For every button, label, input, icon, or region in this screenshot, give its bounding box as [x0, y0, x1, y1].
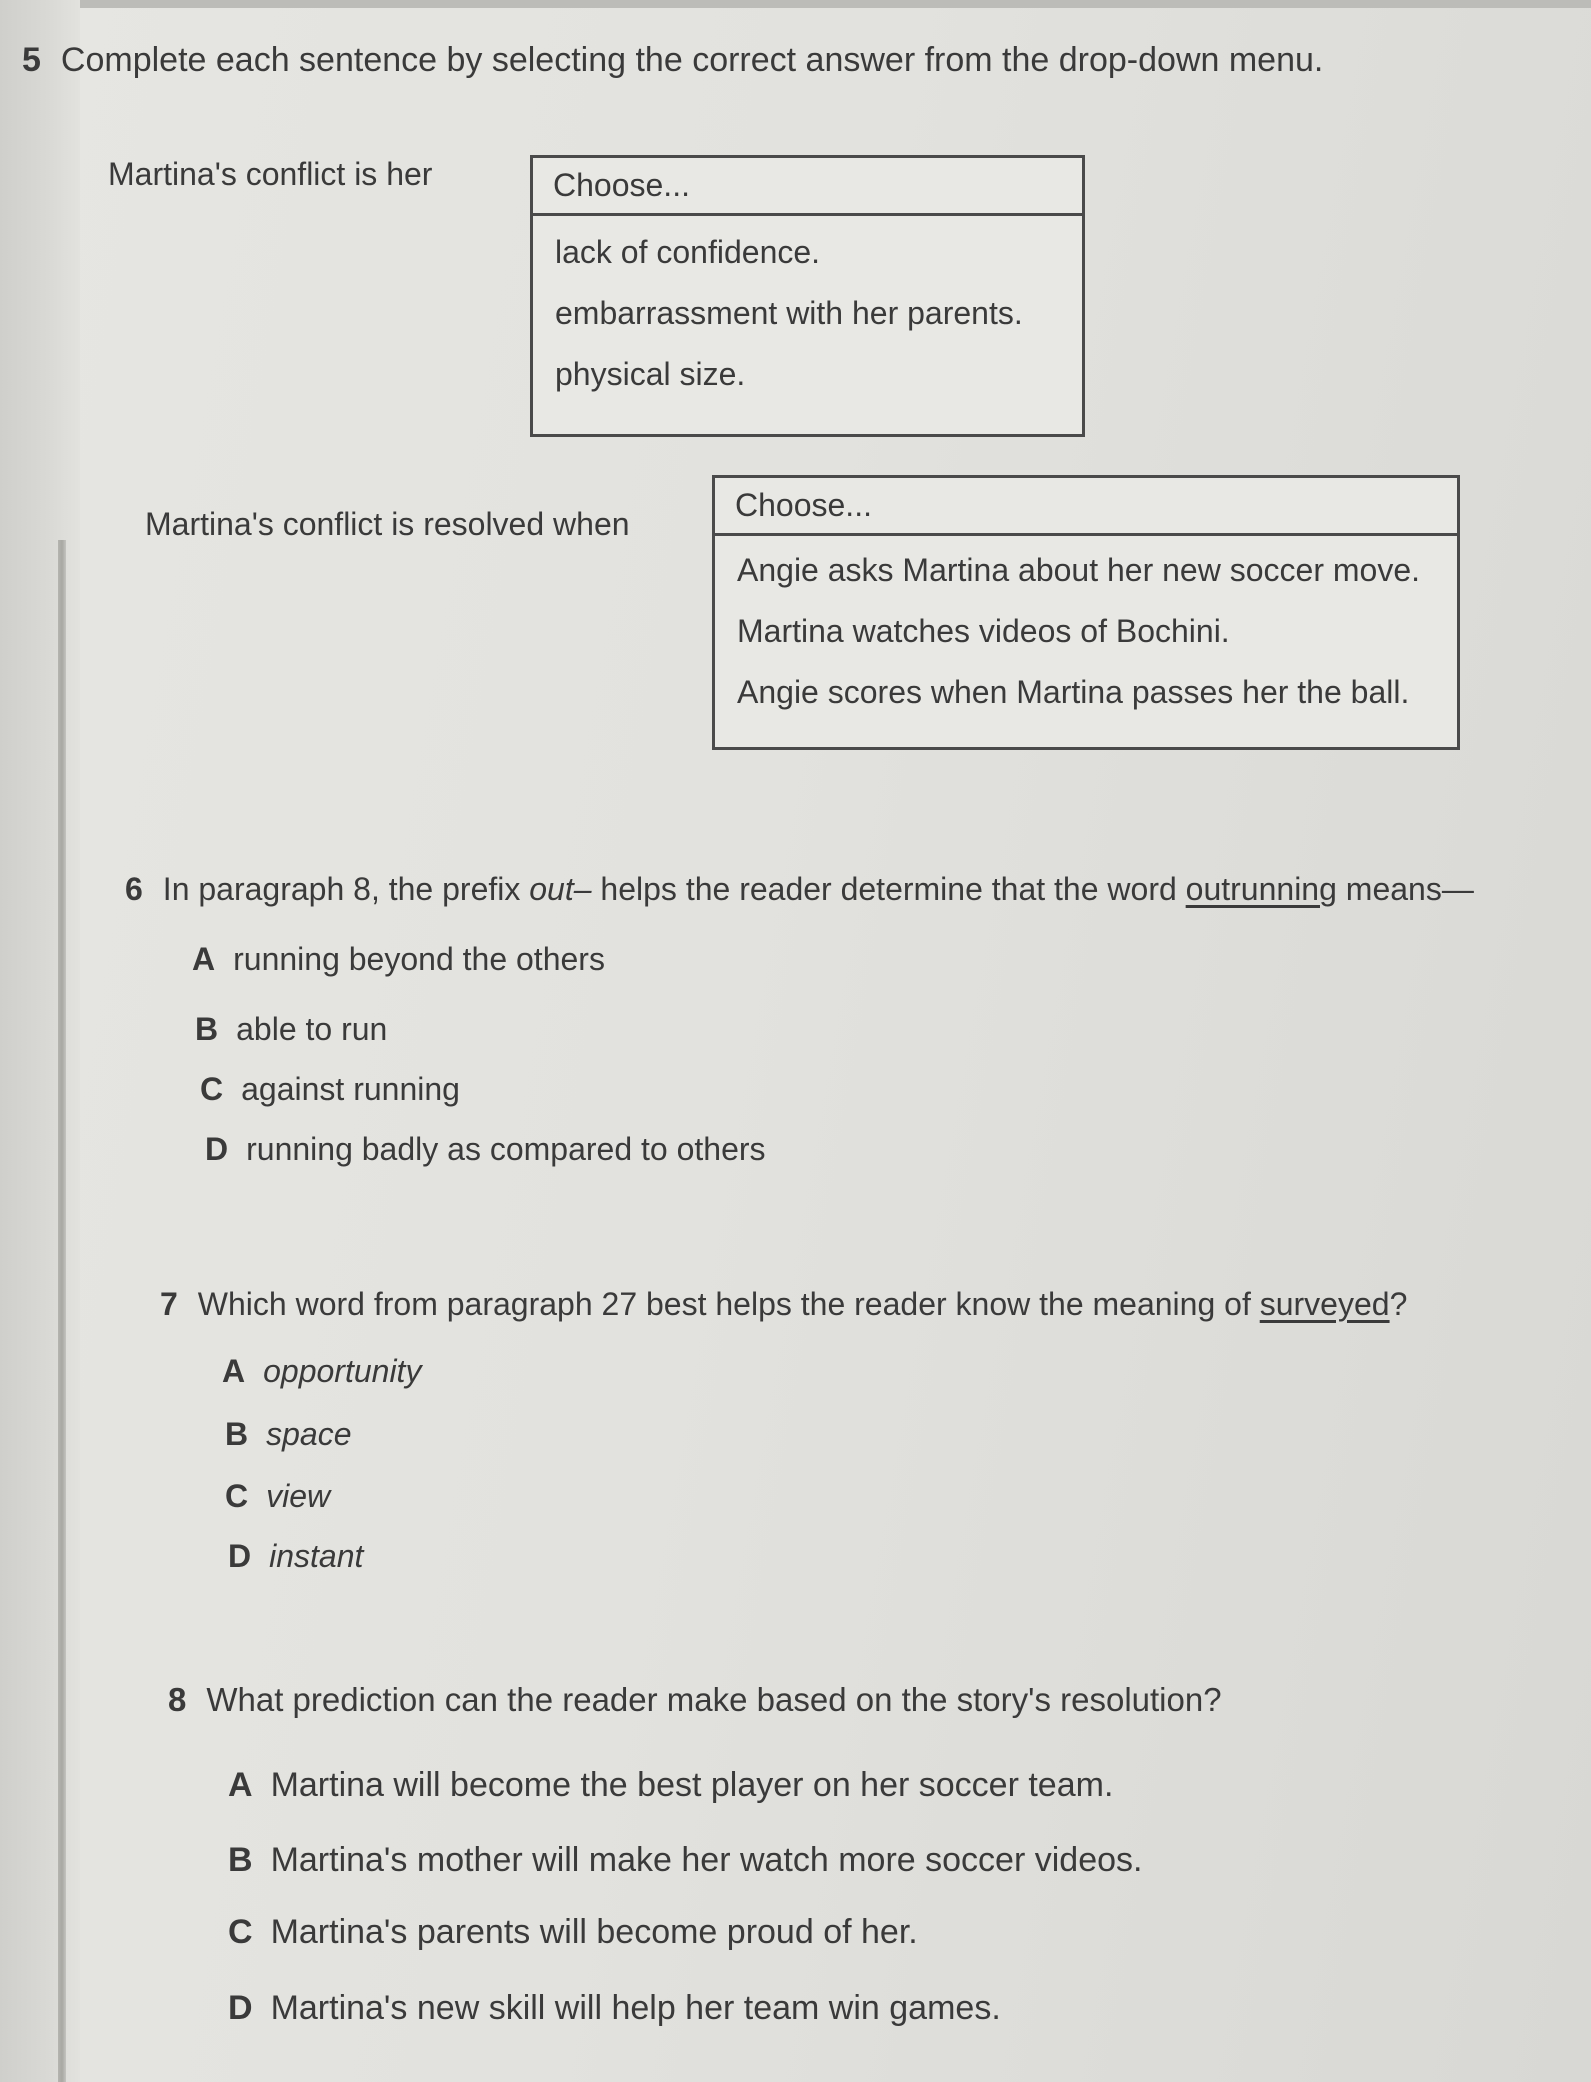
- q5-dropdown-2[interactable]: [712, 475, 1460, 750]
- dropdown-2-placeholder[interactable]: Choose...: [715, 478, 1457, 536]
- q7-choice-a[interactable]: [222, 1352, 421, 1390]
- page-binding: [0, 0, 80, 2082]
- choice-text: Martina's mother will make her watch more soccer videos.: [270, 1841, 1143, 1879]
- q6-prompt-middle: helps the reader determine that the word: [600, 871, 1177, 907]
- dropdown-1-option[interactable]: embarrassment with her parents.: [555, 295, 1023, 331]
- choice-text: view: [266, 1478, 331, 1514]
- choice-letter: A: [228, 1766, 253, 1804]
- choice-text: Martina's new skill will help her team win games.: [270, 1989, 1001, 2027]
- choice-letter: A: [192, 941, 216, 977]
- q8-number: 8: [168, 1681, 187, 1718]
- choice-text: Martina's parents will become proud of her.: [270, 1913, 918, 1951]
- q8-choice-d[interactable]: [228, 1988, 1001, 2029]
- q7-number: 7: [160, 1286, 178, 1322]
- q8-choice-c[interactable]: [228, 1912, 918, 1953]
- choice-text: instant: [269, 1538, 364, 1574]
- q8-prompt-text: What prediction can the reader make based on the story's resolution?: [206, 1681, 1222, 1718]
- q5-prompt-text: Complete each sentence by selecting the correct answer from the drop-down menu.: [60, 41, 1324, 79]
- choice-text: able to run: [236, 1011, 388, 1047]
- q7-prompt: [160, 1285, 1407, 1323]
- choice-text: against running: [241, 1071, 460, 1107]
- dropdown-2-option[interactable]: Martina watches videos of Bochini.: [737, 613, 1230, 649]
- q7-choice-b[interactable]: [225, 1415, 352, 1453]
- choice-letter: C: [200, 1071, 224, 1107]
- q6-prefix: out–: [529, 871, 592, 907]
- q5-sentence-2: Martina's conflict is resolved when: [145, 506, 630, 542]
- choice-text: opportunity: [263, 1353, 422, 1389]
- q7-prompt-after: ?: [1389, 1286, 1408, 1322]
- q6-prompt-before: In paragraph 8, the prefix: [162, 871, 521, 907]
- q6-prompt-after: means—: [1345, 871, 1474, 907]
- choice-letter: C: [228, 1913, 253, 1951]
- dropdown-1-option[interactable]: physical size.: [555, 356, 746, 392]
- choice-letter: B: [195, 1011, 219, 1047]
- q7-prompt-before: Which word from paragraph 27 best helps the reader know the meaning of: [197, 1286, 1251, 1322]
- q6-choice-a[interactable]: [192, 940, 605, 978]
- choice-letter: D: [228, 1538, 252, 1574]
- dropdown-2-option[interactable]: Angie asks Martina about her new soccer move.: [737, 552, 1420, 588]
- choice-text: space: [266, 1416, 352, 1452]
- binding-line: [58, 540, 66, 2082]
- dropdown-1-option[interactable]: lack of confidence.: [555, 234, 821, 270]
- choice-letter: C: [225, 1478, 249, 1514]
- q6-number: 6: [125, 871, 143, 907]
- q7-choice-c[interactable]: [225, 1477, 330, 1515]
- q5-sentence-1: Martina's conflict is her: [108, 156, 433, 192]
- choice-letter: A: [222, 1353, 246, 1389]
- choice-letter: D: [228, 1989, 253, 2027]
- choice-text: running badly as compared to others: [246, 1131, 766, 1167]
- choice-letter: B: [228, 1841, 253, 1879]
- choice-letter: D: [205, 1131, 229, 1167]
- q8-choice-b[interactable]: [228, 1840, 1142, 1881]
- dropdown-2-option[interactable]: Angie scores when Martina passes her the ball.: [737, 674, 1410, 710]
- choice-text: Martina will become the best player on her soccer team.: [270, 1766, 1114, 1804]
- q5-number: 5: [22, 41, 41, 79]
- q6-prompt: [125, 870, 1474, 908]
- q6-underlined-word: outrunning: [1185, 871, 1337, 907]
- q8-choice-a[interactable]: [228, 1765, 1113, 1806]
- q7-choice-d[interactable]: [228, 1537, 363, 1575]
- q8-prompt: [168, 1680, 1222, 1720]
- q6-choice-b[interactable]: [195, 1010, 387, 1048]
- q6-choice-c[interactable]: [200, 1070, 460, 1108]
- choice-letter: B: [225, 1416, 249, 1452]
- top-edge: [0, 0, 1591, 8]
- q6-choice-d[interactable]: [205, 1130, 766, 1168]
- q5-prompt: [22, 40, 1323, 81]
- dropdown-1-placeholder[interactable]: Choose...: [533, 158, 1082, 216]
- q7-underlined-word: surveyed: [1259, 1286, 1390, 1322]
- q5-dropdown-1[interactable]: [530, 155, 1085, 437]
- choice-text: running beyond the others: [233, 941, 605, 977]
